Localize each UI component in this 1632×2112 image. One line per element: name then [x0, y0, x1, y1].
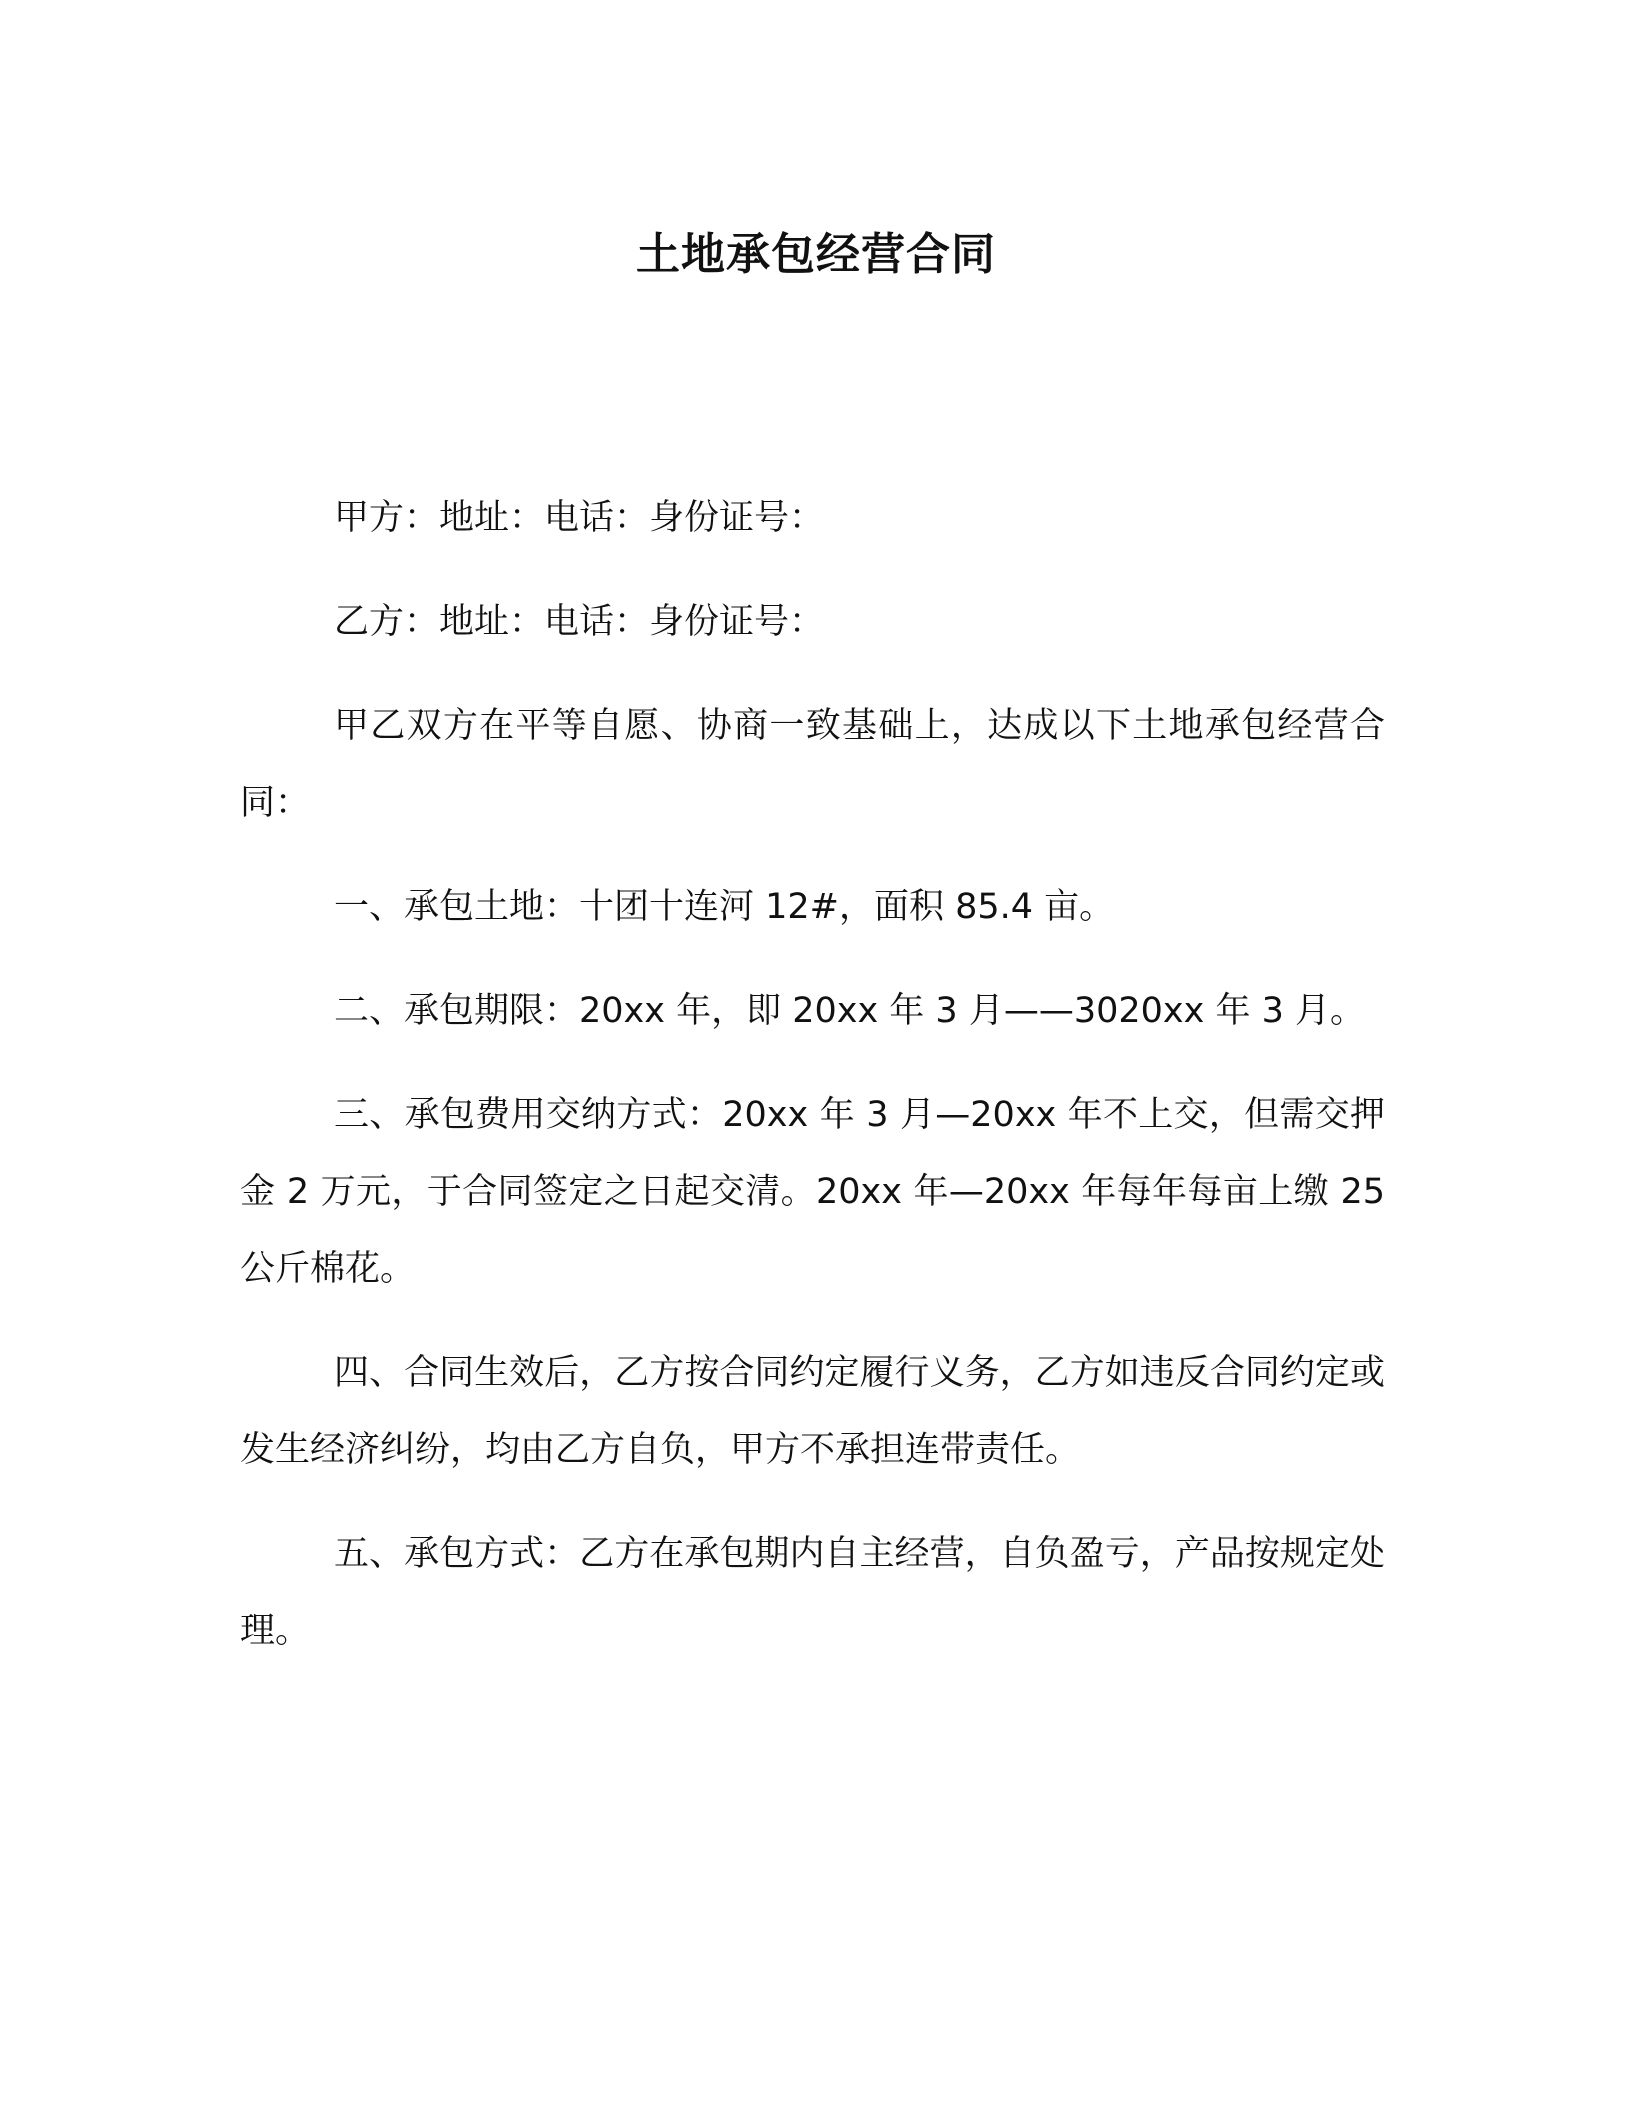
party-b-line: 乙方：地址：电话：身份证号：: [334, 602, 825, 642]
clause-1-land: 一、承包土地：十团十连河 12#，面积 85.4 亩。: [334, 887, 1115, 927]
party-a-line: 甲方：地址：电话：身份证号：: [334, 498, 825, 538]
document-body: [240, 480, 1385, 1697]
clause-5-operation: 五、承包方式：乙方在承包期内自主经营，自负盈亏，产品按规定处理。: [240, 1534, 1385, 1651]
clause-3-payment: 三、承包费用交纳方式：20xx 年 3 月—20xx 年不上交，但需交押金 2 万元，于合同签定之日起交清。20xx 年—20xx 年每年每亩上缴 25 公斤棉花。: [240, 1095, 1385, 1289]
preamble-paragraph: 甲乙双方在平等自愿、协商一致基础上，达成以下土地承包经营合同：: [240, 706, 1385, 823]
document-title: 土地承包经营合同: [636, 229, 996, 280]
clause-4-liability: 四、合同生效后，乙方按合同约定履行义务，乙方如违反合同约定或发生经济纠纷，均由乙方自负，甲方不承担连带责任。: [240, 1353, 1385, 1470]
clause-2-term: 二、承包期限：20xx 年，即 20xx 年 3 月——3020xx 年 3 月。: [334, 991, 1365, 1031]
